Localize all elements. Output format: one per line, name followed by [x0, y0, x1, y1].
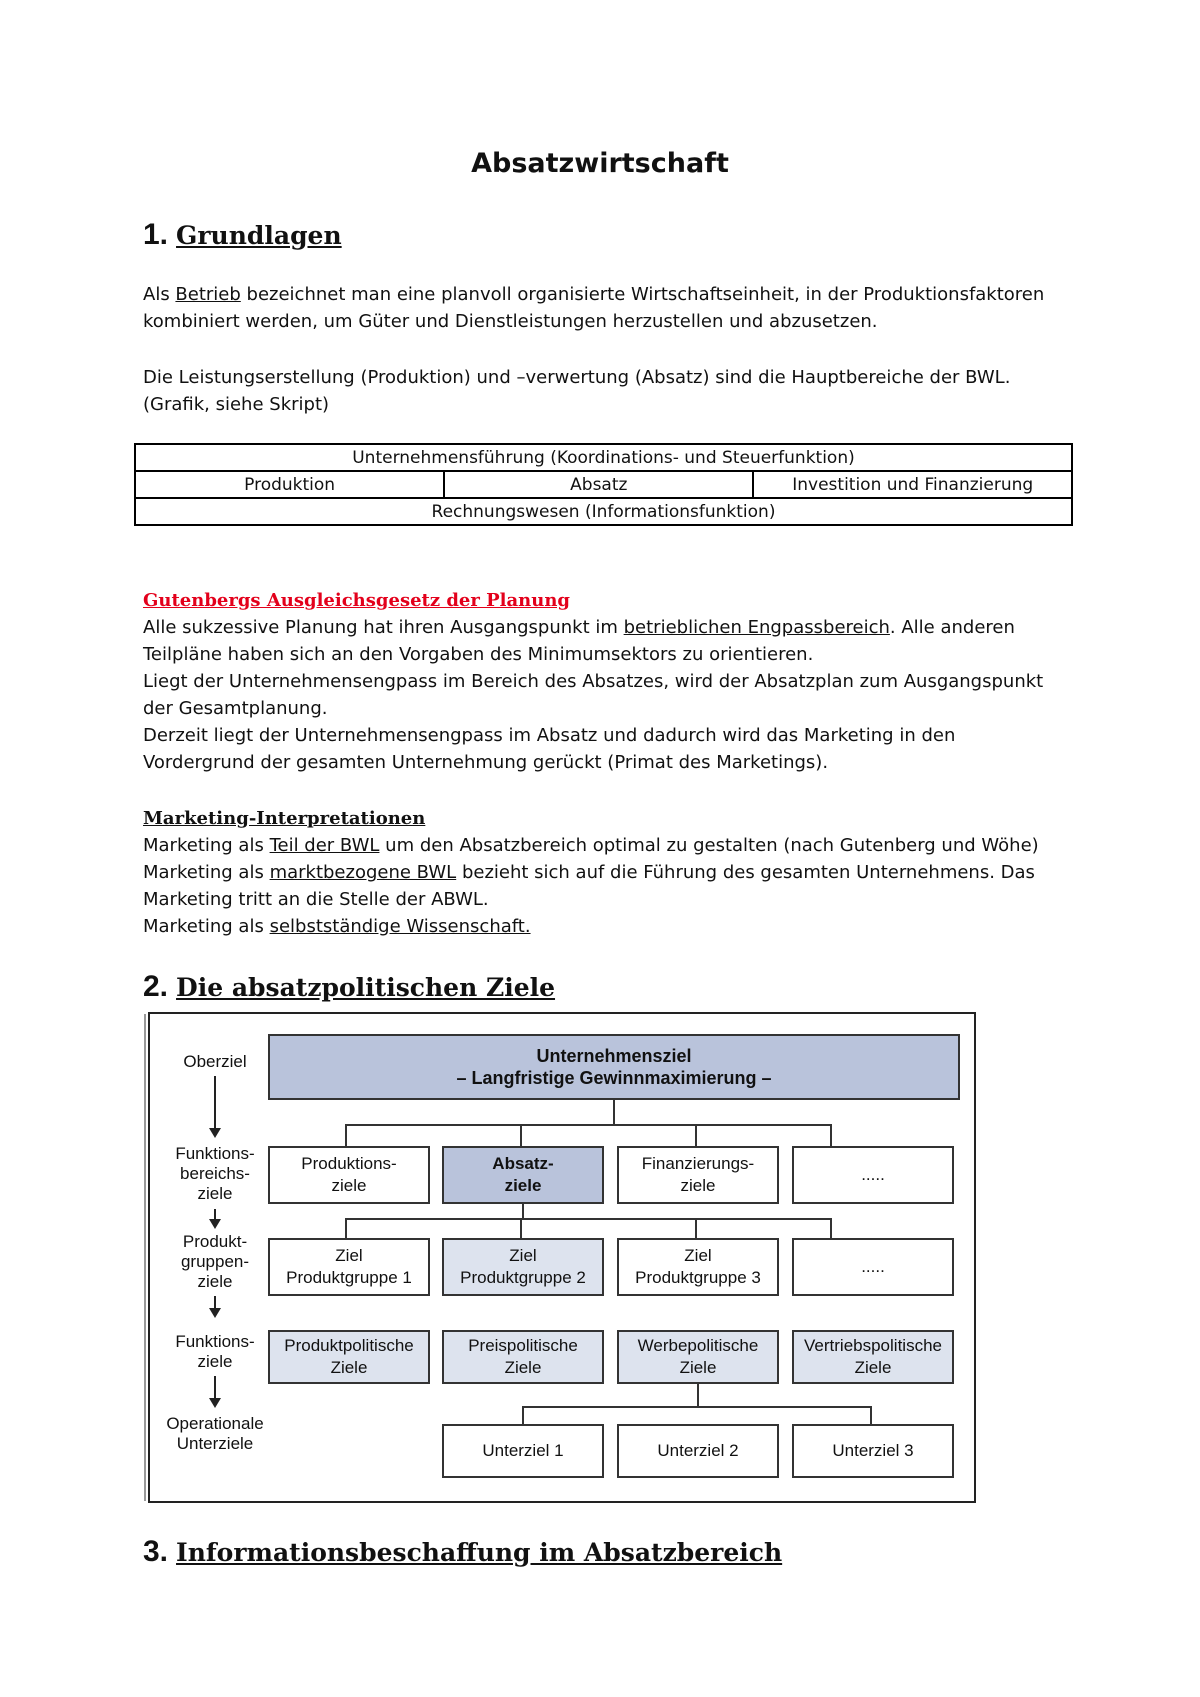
- level-funktionsbereich: [160, 1144, 270, 1204]
- table-cell-top: Unternehmensführung (Koordinations- und Steuerfunktion): [135, 444, 1072, 471]
- text: Liegt der Unternehmensengpass im Bereich des Absatzes, wird der Absatzplan zum Ausgangspunkt: [143, 671, 1044, 692]
- text: ziele: [504, 1176, 542, 1195]
- bwl-table: [134, 443, 1073, 526]
- level-funktions: [160, 1332, 270, 1372]
- section-heading-1: [143, 218, 342, 252]
- paragraph-betrieb: [143, 281, 1103, 335]
- level-oberziel: Oberziel: [183, 1052, 247, 1071]
- connector-line: [613, 1100, 615, 1124]
- ziele-diagram: [148, 1012, 976, 1503]
- text: .....: [861, 1257, 885, 1276]
- connector-line: [520, 1124, 522, 1146]
- text: Produktgruppe 3: [635, 1268, 761, 1287]
- box-unterziel-2: Unterziel 2: [617, 1424, 779, 1478]
- text: Absatz-: [492, 1154, 554, 1173]
- text: kombiniert werden, um Güter und Dienstleistungen herzustellen und abzusetzen.: [143, 311, 878, 332]
- term-engpass: betrieblichen Engpassbereich: [623, 617, 890, 638]
- text: der Gesamtplanung.: [143, 698, 328, 719]
- term-marktbezogen: marktbezogene BWL: [269, 862, 457, 883]
- marketing-block: [143, 805, 1103, 940]
- text: ziele: [331, 1176, 367, 1195]
- section-number: 1.: [143, 218, 169, 251]
- table-cell-finanzierung: Investition und Finanzierung: [753, 471, 1072, 498]
- connector-line: [522, 1406, 872, 1408]
- arrow-icon: [214, 1296, 216, 1316]
- connector-line: [345, 1124, 831, 1126]
- section-number: 2.: [143, 970, 169, 1003]
- connector-line: [870, 1406, 872, 1424]
- page-title: Absatzwirtschaft: [471, 148, 729, 179]
- box-produktgruppe-2: [442, 1238, 604, 1296]
- table-cell-produktion: Produktion: [135, 471, 444, 498]
- text: Alle sukzessive Planung hat ihren Ausgangspunkt im: [143, 617, 624, 638]
- arrow-icon: [214, 1076, 216, 1136]
- level-operational: [155, 1414, 275, 1454]
- box-unterziel-3: Unterziel 3: [792, 1424, 954, 1478]
- arrow-icon: [214, 1376, 216, 1406]
- text: – Langfristige Gewinnmaximierung –: [456, 1068, 772, 1088]
- text: Die Leistungserstellung (Produktion) und –verwertung (Absatz) sind die Hauptbereiche der BWL.: [143, 367, 1011, 388]
- box-produktgruppe-1: [268, 1238, 430, 1296]
- connector-line: [345, 1124, 347, 1146]
- text: Produktions-: [301, 1154, 397, 1173]
- text: Funktions-: [175, 1332, 255, 1351]
- text: Produktgruppe 2: [460, 1268, 586, 1287]
- connector-line: [522, 1204, 524, 1218]
- connector-line: [830, 1124, 832, 1146]
- connector-line: [695, 1218, 697, 1238]
- box-absatzziele: [442, 1146, 604, 1204]
- text: Marketing als: [143, 862, 270, 883]
- box-vertriebspolitische-ziele: [792, 1330, 954, 1384]
- box-produktgruppe-3: [617, 1238, 779, 1296]
- section-title: Die absatzpolitischen Ziele: [176, 973, 556, 1002]
- text: ziele: [680, 1176, 716, 1195]
- text: bereichs-: [180, 1164, 250, 1183]
- connector-line: [520, 1218, 522, 1238]
- table-cell-bottom: Rechnungswesen (Informationsfunktion): [135, 498, 1072, 525]
- text: Als: [143, 284, 176, 305]
- text: Marketing als: [143, 835, 270, 856]
- marketing-heading: Marketing-Interpretationen: [143, 808, 426, 829]
- text: gruppen-: [180, 1252, 250, 1271]
- connector-line: [345, 1218, 831, 1220]
- text: ziele: [197, 1272, 233, 1291]
- text: Produktgruppe 1: [286, 1268, 412, 1287]
- term-wissenschaft: selbstständige Wissenschaft.: [269, 916, 531, 937]
- text: Vordergrund der gesamten Unternehmung gerückt (Primat des Marketings).: [143, 752, 829, 773]
- text: Vertriebspolitische: [804, 1336, 942, 1355]
- text: .....: [861, 1165, 885, 1184]
- text: Werbepolitische: [637, 1336, 759, 1355]
- text: Operationale: [166, 1414, 264, 1433]
- text: Produkt-: [182, 1232, 248, 1251]
- text: . Alle anderen: [889, 617, 1015, 638]
- section-number: 3.: [143, 1535, 169, 1568]
- box-unternehmensziel: [268, 1034, 960, 1100]
- box-finanzierungsziele: [617, 1146, 779, 1204]
- text: Preispolitische: [468, 1336, 578, 1355]
- term-teil-bwl: Teil der BWL: [269, 835, 380, 856]
- box-preispolitische-ziele: [442, 1330, 604, 1384]
- text: Finanzierungs-: [641, 1154, 755, 1173]
- box-more-2: [792, 1238, 954, 1296]
- text: Ziel: [335, 1246, 363, 1265]
- box-werbepolitische-ziele: [617, 1330, 779, 1384]
- gutenberg-heading: Gutenbergs Ausgleichsgesetz der Planung: [143, 590, 570, 611]
- text: Marketing tritt an die Stelle der ABWL.: [143, 889, 489, 910]
- text: Marketing als: [143, 916, 270, 937]
- text: Derzeit liegt der Unternehmensengpass im Absatz und dadurch wird das Marketing in den: [143, 725, 956, 746]
- section-heading-2: [143, 970, 555, 1004]
- level-produktgruppen: [160, 1232, 270, 1292]
- text: Ziele: [679, 1358, 717, 1377]
- text: Ziel: [684, 1246, 712, 1265]
- box-unterziel-1: Unterziel 1: [442, 1424, 604, 1478]
- paragraph-leistung: [143, 364, 1103, 418]
- text: Unternehmensziel: [536, 1046, 692, 1066]
- connector-line: [522, 1406, 524, 1424]
- arrow-icon: [214, 1209, 216, 1227]
- text: Teilpläne haben sich an den Vorgaben des Minimumsektors zu orientieren.: [143, 644, 814, 665]
- gutenberg-block: [143, 587, 1103, 776]
- section-title: Grundlagen: [176, 221, 342, 250]
- text: Ziele: [854, 1358, 892, 1377]
- connector-line: [345, 1218, 347, 1238]
- section-title: Informationsbeschaffung im Absatzbereich: [176, 1538, 783, 1567]
- text: Produktpolitische: [284, 1336, 414, 1355]
- text: Funktions-: [175, 1144, 255, 1163]
- table-cell-absatz: Absatz: [444, 471, 753, 498]
- connector-line: [695, 1124, 697, 1146]
- text: ziele: [197, 1352, 233, 1371]
- box-produktpolitische-ziele: [268, 1330, 430, 1384]
- connector-line: [697, 1384, 699, 1406]
- text: bezieht sich auf die Führung des gesamten Unternehmens. Das: [456, 862, 1035, 883]
- box-more-1: [792, 1146, 954, 1204]
- text: ziele: [197, 1184, 233, 1203]
- box-produktionsziele: [268, 1146, 430, 1204]
- text: Unterziele: [176, 1434, 254, 1453]
- text: bezeichnet man eine planvoll organisierte Wirtschaftseinheit, in der Produktionsfaktoren: [240, 284, 1045, 305]
- text: um den Absatzbereich optimal zu gestalten (nach Gutenberg und Wöhe): [379, 835, 1039, 856]
- text: Ziel: [509, 1246, 537, 1265]
- text: (Grafik, siehe Skript): [143, 394, 330, 415]
- text: Ziele: [504, 1358, 542, 1377]
- text: Ziele: [330, 1358, 368, 1377]
- connector-line: [830, 1218, 832, 1238]
- section-heading-3: [143, 1535, 782, 1569]
- term-betrieb: Betrieb: [175, 284, 241, 305]
